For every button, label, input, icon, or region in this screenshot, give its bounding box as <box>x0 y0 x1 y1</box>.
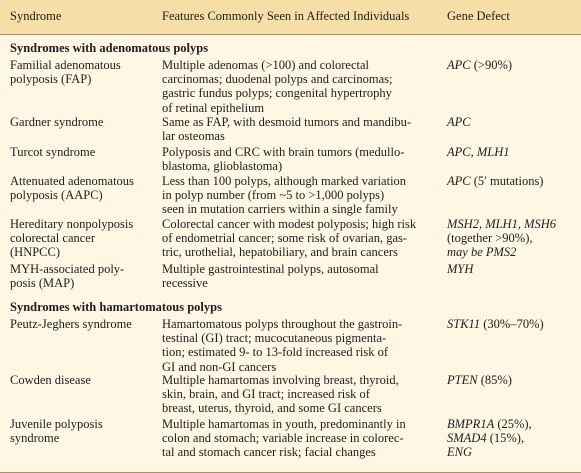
header-syndrome: Syndrome <box>10 9 62 23</box>
features-cell <box>162 174 434 217</box>
gene-cell <box>447 262 577 276</box>
gene-symbol: MYH <box>447 262 474 276</box>
text-line: tric, urothelial, hepatobiliary, and brain cancers <box>162 245 398 260</box>
text-line: Cowden disease <box>10 373 91 387</box>
features-cell <box>162 417 434 460</box>
gene-line <box>447 245 577 259</box>
text-line: skin, brain, and GI tract; increased risk of <box>162 387 370 402</box>
text-line: testinal (GI) tract; mucocutaneous pigmenta- <box>162 331 387 346</box>
gene-symbol: ENG <box>447 445 472 460</box>
text-line: (HNPCC) <box>10 245 61 260</box>
text-line: GI and non-GI cancers <box>162 359 277 374</box>
gene-symbol: BMPR1A <box>447 417 495 431</box>
header-features: Features Commonly Seen in Affected Individuals <box>162 9 410 23</box>
text-line: Same as FAP, with desmoid tumors and mandibu- <box>162 115 412 129</box>
text-line: Familial adenomatous <box>10 58 121 72</box>
gene-symbol: SMAD4 <box>447 431 487 446</box>
gene-note: (together >90%), <box>447 231 533 246</box>
gene-line <box>447 145 577 159</box>
table-header <box>0 0 581 34</box>
gene-cell <box>447 373 577 387</box>
gene-note: (85%) <box>477 373 512 387</box>
gene-note: (15%), <box>486 431 525 446</box>
text-line: polyposis (AAPC) <box>10 188 103 203</box>
text-line: Polyposis and CRC with brain tumors (medullo- <box>162 145 405 159</box>
gene-symbol: may be PMS2 <box>447 245 517 260</box>
gene-line <box>447 431 577 445</box>
gene-symbol: MSH2, MLH1, MSH6 <box>447 217 557 231</box>
gene-symbol: STK11 <box>447 317 481 331</box>
gene-note: (5′ mutations) <box>470 174 544 188</box>
features-cell <box>162 373 434 416</box>
text-line: carcinomas; duodenal polyps and carcinomas; <box>162 72 393 87</box>
text-line: Multiple hamartomas involving breast, thyroid, <box>162 373 399 387</box>
gene-cell <box>447 58 577 72</box>
gene-cell <box>447 217 577 260</box>
text-line: colon and stomach; variable increase in colorec- <box>162 431 404 446</box>
gene-line <box>447 317 577 331</box>
text-line: gastric fundus polyps; congenital hypertrophy <box>162 86 392 101</box>
text-line: Gardner syndrome <box>10 115 104 129</box>
text-line: breast, uterus, thyroid, and some GI cancers <box>162 401 382 416</box>
syndrome-cell <box>10 262 150 290</box>
syndrome-cell <box>10 417 150 445</box>
gene-line <box>447 262 577 276</box>
gene-cell <box>447 417 577 460</box>
gene-note: (30%–70%) <box>480 317 544 331</box>
text-line: posis (MAP) <box>10 276 75 291</box>
text-line: in polyp number (from ~5 to >1,000 polyps) <box>162 188 385 203</box>
text-line: colorectal cancer <box>10 231 96 246</box>
gene-cell <box>447 115 577 129</box>
text-line: Juvenile polyposis <box>10 417 103 431</box>
syndrome-cell <box>10 373 150 387</box>
header-gene: Gene Defect <box>447 9 510 23</box>
gene-line <box>447 231 577 245</box>
gene-cell <box>447 145 577 159</box>
text-line: MYH-associated poly- <box>10 262 125 276</box>
text-line: Multiple hamartomas in youth, predominantly in <box>162 417 406 431</box>
text-line: Attenuated adenomatous <box>10 174 134 188</box>
gene-symbol: APC, MLH1 <box>447 145 510 159</box>
gene-note: (>90%) <box>470 58 513 72</box>
features-cell <box>162 145 434 173</box>
text-line: of retinal epithelium <box>162 100 265 115</box>
text-line: tal and stomach cancer risk; facial changes <box>162 445 376 460</box>
text-line: Peutz-Jeghers syndrome <box>10 317 132 331</box>
gene-line <box>447 417 577 431</box>
syndrome-cell <box>10 58 150 86</box>
text-line: Hamartomatous polyps throughout the gastroin- <box>162 317 403 331</box>
text-line: Colorectal cancer with modest polyposis; high risk <box>162 217 417 231</box>
syndrome-cell <box>10 174 150 202</box>
gene-note: (25%), <box>494 417 532 431</box>
gene-cell <box>447 174 577 188</box>
gene-line <box>447 445 577 459</box>
features-cell <box>162 317 434 374</box>
text-line: lar osteomas <box>162 129 225 144</box>
gene-line <box>447 373 577 387</box>
gene-symbol: APC <box>447 115 471 129</box>
text-line: recessive <box>162 276 208 291</box>
text-line: tion; estimated 9- to 13-fold increased risk of <box>162 345 388 360</box>
text-line: Multiple adenomas (>100) and colorectal <box>162 58 369 72</box>
gene-line <box>447 174 577 188</box>
header-rule <box>0 34 581 35</box>
gene-line <box>447 217 577 231</box>
text-line: seen in mutation carriers within a single family <box>162 202 398 217</box>
gene-cell <box>447 317 577 331</box>
text-line: Turcot syndrome <box>10 145 96 159</box>
text-line: polyposis (FAP) <box>10 72 92 87</box>
features-cell <box>162 115 434 143</box>
text-line: Hereditary nonpolyposis <box>10 217 134 231</box>
text-line: blastoma, glioblastoma) <box>162 159 283 174</box>
text-line: Multiple gastrointestinal polyps, autosomal <box>162 262 379 276</box>
section-title-adenomatous: Syndromes with adenomatous polyps <box>10 41 209 55</box>
syndrome-cell <box>10 217 150 260</box>
section-title-hamartomatous: Syndromes with hamartomatous polyps <box>10 300 222 314</box>
syndrome-cell <box>10 145 150 159</box>
features-cell <box>162 217 434 260</box>
syndrome-cell <box>10 115 150 129</box>
text-line: syndrome <box>10 431 60 446</box>
gene-symbol: APC <box>447 58 471 72</box>
text-line: of endometrial cancer; some risk of ovarian, gas- <box>162 231 408 246</box>
gene-line <box>447 115 577 129</box>
gene-line <box>447 58 577 72</box>
gene-symbol: APC <box>447 174 471 188</box>
syndrome-cell <box>10 317 150 331</box>
gene-symbol: PTEN <box>447 373 478 387</box>
text-line: Less than 100 polyps, although marked variation <box>162 174 407 188</box>
features-cell <box>162 262 434 290</box>
features-cell <box>162 58 434 115</box>
